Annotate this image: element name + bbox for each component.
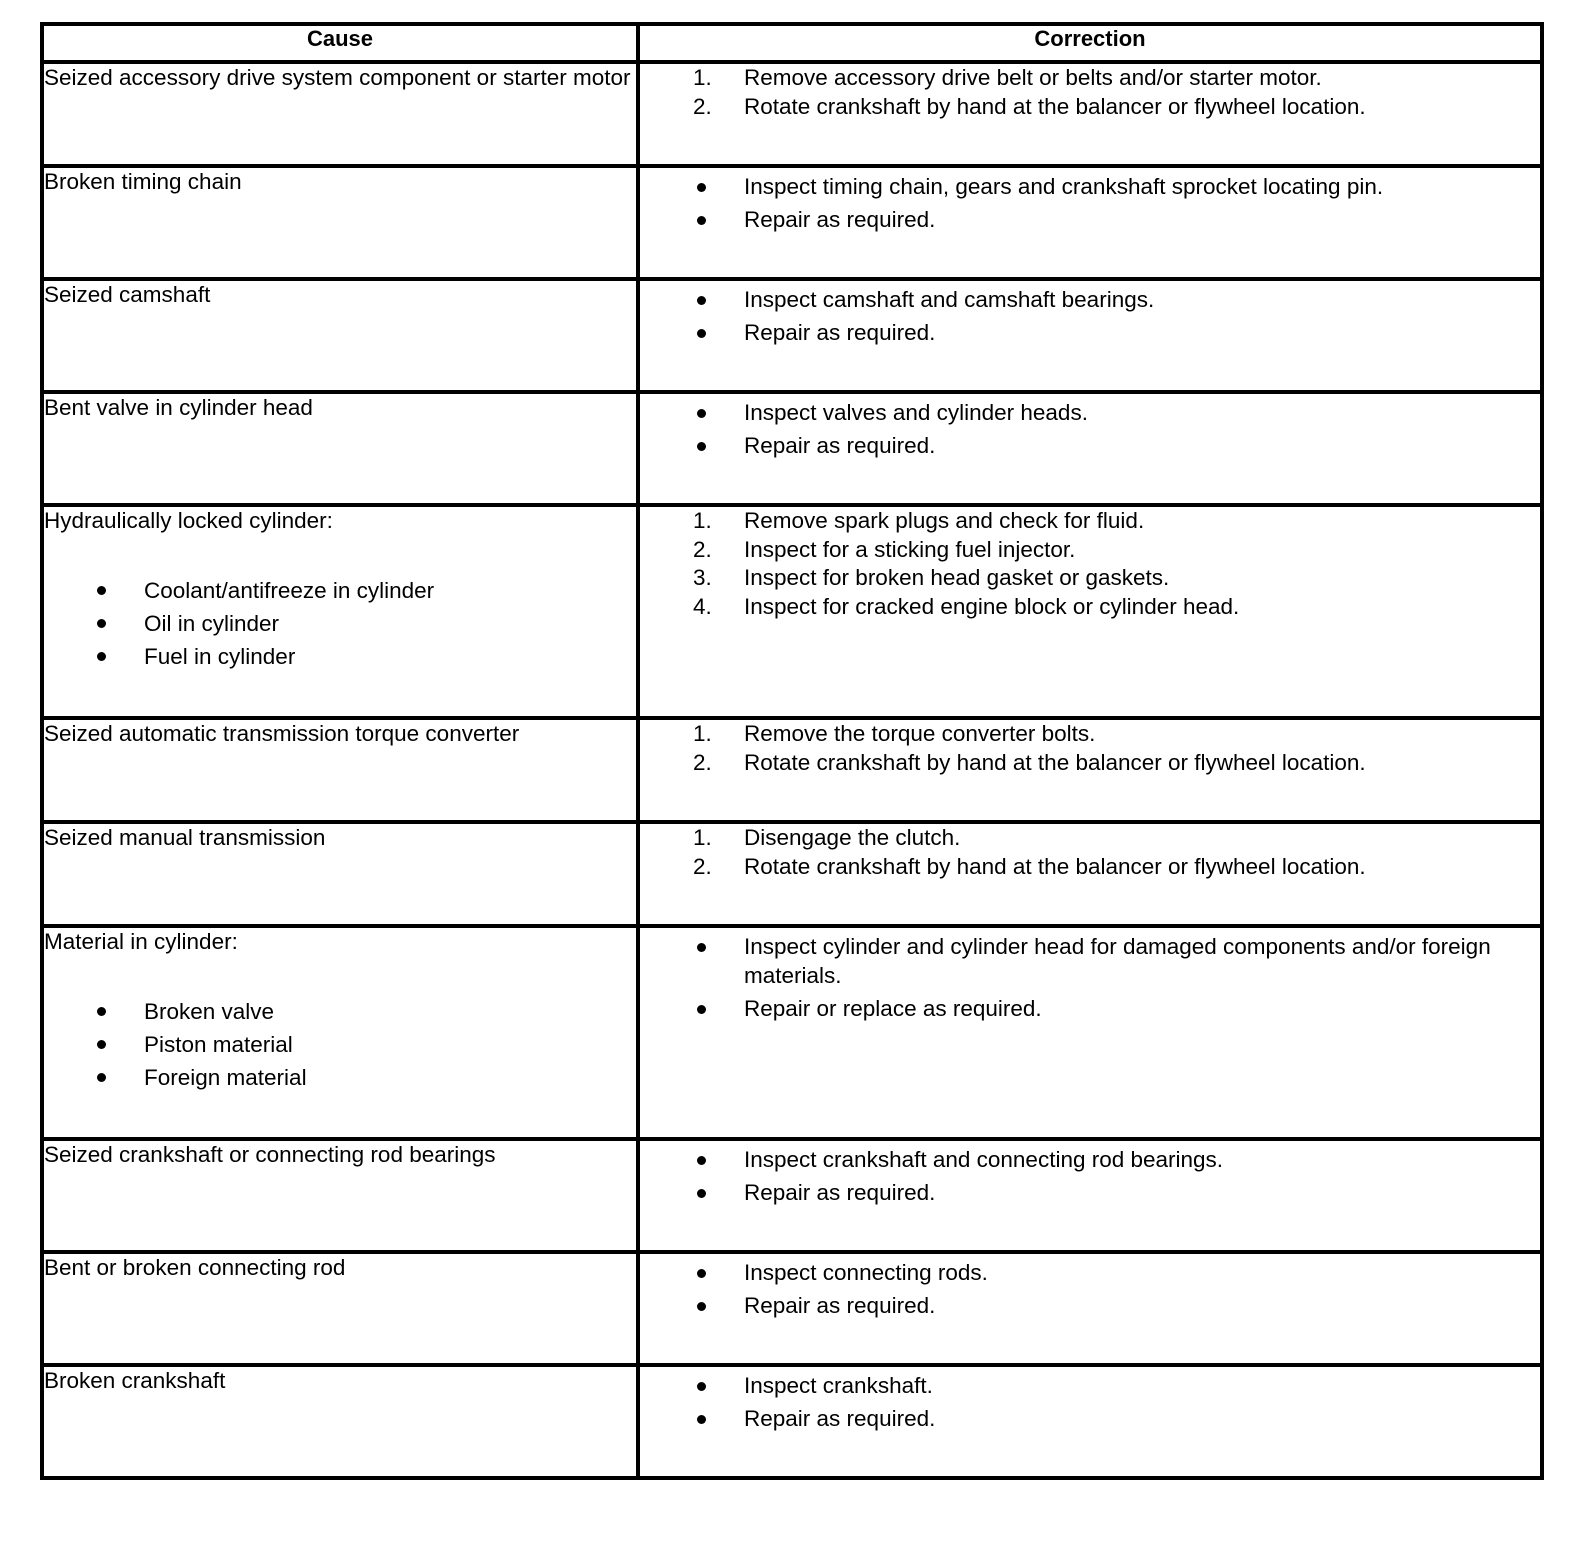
cause-text: Bent valve in cylinder head [44, 395, 313, 420]
table-row [42, 392, 1542, 505]
correction-step [640, 564, 1540, 593]
cause-cell [42, 505, 638, 718]
cause-text: Seized crankshaft or connecting rod bearings [44, 1142, 496, 1167]
bullet-icon [697, 1302, 706, 1311]
bullet-icon [97, 619, 106, 628]
cause-cell [42, 1252, 638, 1365]
correction-bullet [640, 933, 1540, 990]
cause-text: Hydraulically locked cylinder: [44, 508, 333, 533]
correction-bullet [640, 173, 1540, 202]
step-number: 1. [693, 65, 712, 90]
correction-bullet-text: Inspect cylinder and cylinder head for damaged components and/or foreign materials. [744, 934, 1491, 988]
table-row [42, 1252, 1542, 1365]
bullet-icon [697, 183, 706, 192]
correction-bullets [640, 1259, 1540, 1321]
step-number: 1. [693, 508, 712, 533]
cause-cell [42, 392, 638, 505]
cause-cell [42, 1365, 638, 1478]
correction-cell [638, 718, 1542, 822]
correction-bullet [640, 1372, 1540, 1401]
cause-text: Seized camshaft [44, 282, 211, 307]
correction-step [640, 93, 1540, 122]
correction-step [640, 824, 1540, 853]
step-number: 2. [693, 749, 712, 775]
correction-step [640, 536, 1540, 565]
step-number: 1. [693, 721, 712, 746]
header-cause: Cause [42, 24, 638, 62]
cause-text: Material in cylinder: [44, 929, 238, 954]
header-row [42, 24, 1542, 62]
bullet-icon [97, 1073, 106, 1082]
cause-subitem [44, 1061, 636, 1094]
cause-subitem [44, 1028, 636, 1061]
cause-cell [42, 166, 638, 279]
correction-bullets [640, 933, 1540, 1023]
correction-step-text: Inspect for broken head gasket or gaskets. [744, 565, 1170, 590]
table-row [42, 822, 1542, 926]
correction-cell [638, 392, 1542, 505]
correction-bullet-text: Inspect valves and cylinder heads. [744, 400, 1088, 425]
correction-bullet [640, 206, 1540, 235]
cause-text: Broken crankshaft [44, 1368, 226, 1393]
step-number: 2. [693, 853, 712, 879]
correction-bullet [640, 319, 1540, 348]
bullet-icon [697, 296, 706, 305]
correction-bullet-text: Repair as required. [744, 1406, 936, 1431]
correction-bullet [640, 1405, 1540, 1434]
cause-cell [42, 62, 638, 166]
bullet-icon [697, 1005, 706, 1014]
cause-subitem [44, 640, 636, 673]
bullet-icon [697, 1156, 706, 1165]
cause-subitem-text: Broken valve [144, 998, 275, 1024]
correction-step-text: Inspect for a sticking fuel injector. [744, 536, 1076, 562]
correction-cell [638, 62, 1542, 166]
cause-cell [42, 279, 638, 392]
bullet-icon [97, 1007, 106, 1016]
table-body [42, 62, 1542, 1478]
correction-step [640, 853, 1540, 882]
cause-cell [42, 926, 638, 1139]
bullet-icon [97, 1040, 106, 1049]
cause-cell [42, 1139, 638, 1252]
cause-subitem-text: Oil in cylinder [144, 610, 280, 636]
correction-cell [638, 1139, 1542, 1252]
correction-step-text: Remove accessory drive belt or belts and/or starter motor. [744, 65, 1322, 90]
correction-step-text: Remove spark plugs and check for fluid. [744, 508, 1145, 533]
table-row [42, 166, 1542, 279]
step-number: 2. [693, 93, 712, 119]
correction-bullet-text: Repair as required. [744, 433, 936, 458]
correction-bullet-text: Inspect crankshaft. [744, 1373, 933, 1398]
cause-text: Broken timing chain [44, 169, 242, 194]
correction-step [640, 64, 1540, 93]
cause-subitem-text: Fuel in cylinder [144, 643, 296, 669]
table-row [42, 1365, 1542, 1478]
cause-subitem-text: Piston material [144, 1031, 293, 1057]
table-row [42, 505, 1542, 718]
cause-subitem [44, 574, 636, 607]
correction-bullet [640, 1179, 1540, 1208]
correction-bullet-text: Inspect camshaft and camshaft bearings. [744, 287, 1155, 312]
step-number: 4. [693, 593, 712, 619]
bullet-icon [697, 1269, 706, 1278]
table-row [42, 279, 1542, 392]
step-number: 1. [693, 825, 712, 850]
correction-cell [638, 926, 1542, 1139]
correction-bullet [640, 1146, 1540, 1175]
cause-subitem [44, 995, 636, 1028]
cause-correction-table [40, 22, 1544, 1480]
correction-bullet-text: Inspect connecting rods. [744, 1260, 988, 1285]
bullet-icon [697, 409, 706, 418]
bullet-icon [697, 1189, 706, 1198]
correction-bullet [640, 286, 1540, 315]
correction-bullet-text: Repair as required. [744, 1293, 936, 1318]
cause-text: Seized accessory drive system component or starter motor [44, 65, 631, 90]
bullet-icon [697, 943, 706, 952]
bullet-icon [697, 216, 706, 225]
correction-step-text: Inspect for cracked engine block or cylinder head. [744, 593, 1240, 619]
table-row [42, 926, 1542, 1139]
correction-step-text: Rotate crankshaft by hand at the balancer or flywheel location. [744, 749, 1366, 775]
correction-cell [638, 279, 1542, 392]
cause-cell [42, 822, 638, 926]
correction-bullet-text: Repair as required. [744, 1180, 936, 1205]
cause-cell [42, 718, 638, 822]
cause-subitems [44, 995, 636, 1094]
correction-cell [638, 1365, 1542, 1478]
correction-cell [638, 166, 1542, 279]
bullet-icon [697, 1415, 706, 1424]
correction-cell [638, 505, 1542, 718]
correction-bullets [640, 399, 1540, 461]
correction-bullet-text: Repair as required. [744, 320, 936, 345]
header-correction: Correction [638, 24, 1542, 62]
correction-step-text: Rotate crankshaft by hand at the balancer or flywheel location. [744, 93, 1366, 119]
table-row [42, 62, 1542, 166]
correction-bullets [640, 1146, 1540, 1208]
correction-bullet-text: Inspect crankshaft and connecting rod bearings. [744, 1147, 1224, 1172]
correction-step [640, 593, 1540, 622]
correction-bullets [640, 1372, 1540, 1434]
correction-bullet-text: Repair or replace as required. [744, 995, 1042, 1021]
cause-subitem [44, 607, 636, 640]
correction-steps [640, 64, 1540, 121]
correction-step [640, 720, 1540, 749]
bullet-icon [97, 652, 106, 661]
correction-steps [640, 507, 1540, 621]
correction-step-text: Remove the torque converter bolts. [744, 721, 1096, 746]
correction-cell [638, 1252, 1542, 1365]
bullet-icon [697, 1382, 706, 1391]
cause-subitem-text: Coolant/antifreeze in cylinder [144, 577, 435, 603]
correction-step [640, 507, 1540, 536]
cause-text: Seized automatic transmission torque converter [44, 721, 520, 746]
correction-step-text: Disengage the clutch. [744, 825, 961, 850]
correction-bullets [640, 173, 1540, 235]
correction-steps [640, 720, 1540, 777]
correction-step-text: Rotate crankshaft by hand at the balancer or flywheel location. [744, 853, 1366, 879]
bullet-icon [97, 586, 106, 595]
cause-text: Seized manual transmission [44, 825, 326, 850]
correction-cell [638, 822, 1542, 926]
table-row [42, 1139, 1542, 1252]
correction-step [640, 749, 1540, 778]
step-number: 3. [693, 565, 712, 590]
correction-steps [640, 824, 1540, 881]
table-row [42, 718, 1542, 822]
bullet-icon [697, 329, 706, 338]
cause-subitem-text: Foreign material [144, 1064, 307, 1090]
cause-text: Bent or broken connecting rod [44, 1255, 346, 1280]
correction-bullet [640, 432, 1540, 461]
step-number: 2. [693, 536, 712, 562]
bullet-icon [697, 442, 706, 451]
correction-bullet [640, 1292, 1540, 1321]
correction-bullet [640, 995, 1540, 1024]
correction-bullet-text: Repair as required. [744, 207, 936, 232]
correction-bullet [640, 399, 1540, 428]
correction-bullet [640, 1259, 1540, 1288]
correction-bullet-text: Inspect timing chain, gears and crankshaft sprocket locating pin. [744, 174, 1384, 199]
correction-bullets [640, 286, 1540, 348]
cause-subitems [44, 574, 636, 673]
